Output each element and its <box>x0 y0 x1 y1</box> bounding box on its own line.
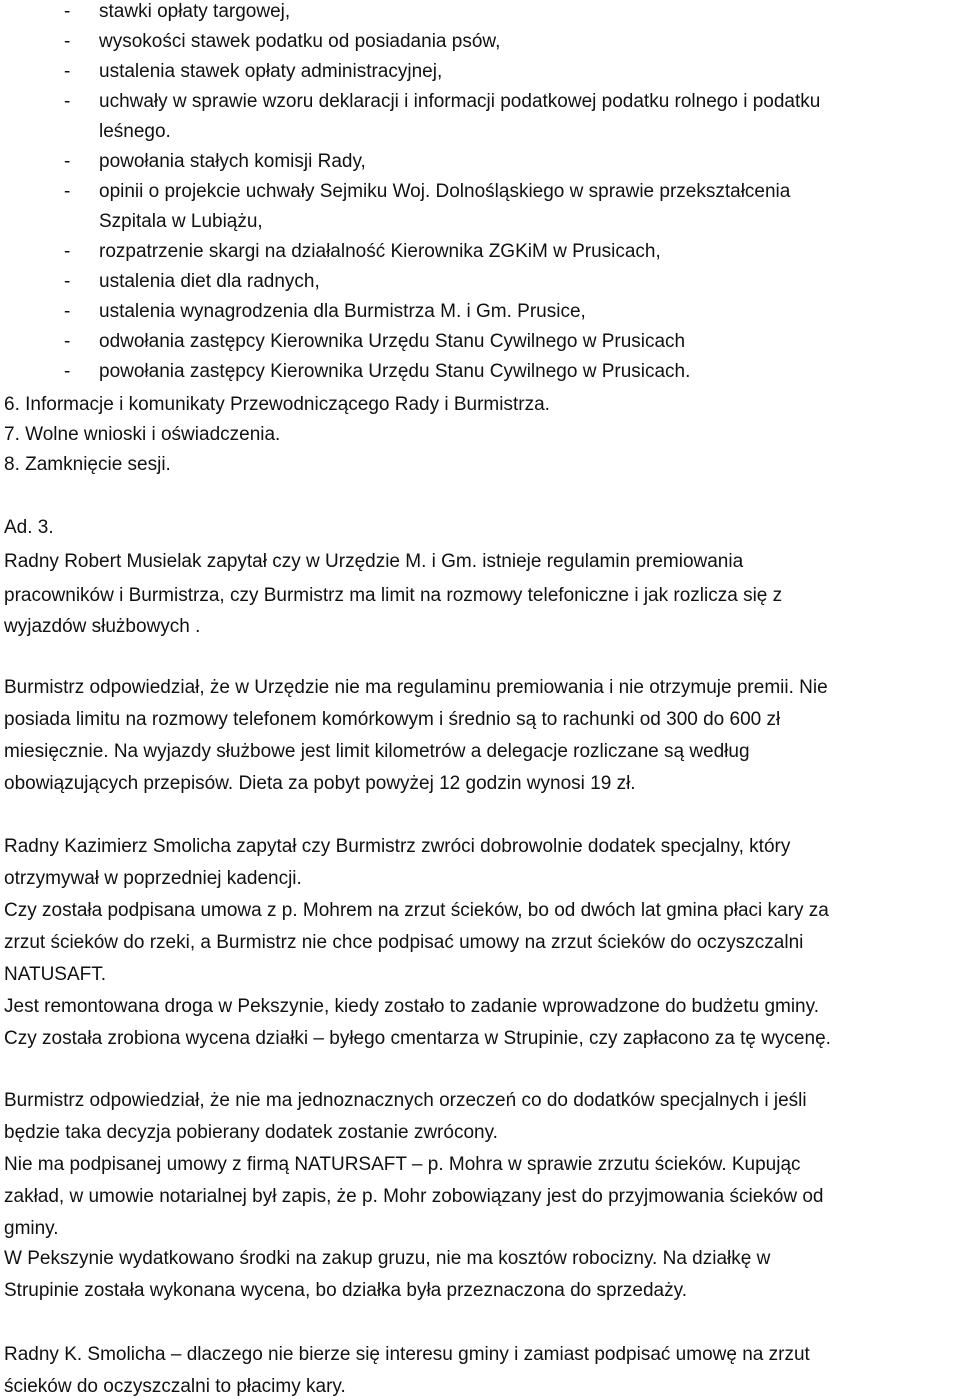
paragraph-line: pracowników i Burmistrza, czy Burmistrz ma limit na rozmowy telefoniczne i jak rozlicza się z <box>4 585 783 606</box>
list-dash: - <box>64 271 71 292</box>
paragraph-line: Burmistrz odpowiedział, że w Urzędzie nie ma regulaminu premiowania i nie otrzymuje premii. Nie <box>4 677 828 698</box>
list-item: rozpatrzenie skargi na działalność Kierownika ZGKiM w Prusicach, <box>99 241 661 262</box>
list-dash: - <box>64 181 71 202</box>
list-item: powołania zastępcy Kierownika Urzędu Stanu Cywilnego w Prusicach. <box>99 361 691 382</box>
paragraph-line: Czy została podpisana umowa z p. Mohrem na zrzut ścieków, bo od dwóch lat gmina płaci kary za <box>4 900 829 921</box>
agenda-item: 6. Informacje i komunikaty Przewodniczącego Rady i Burmistrza. <box>4 394 550 415</box>
agenda-item: 7. Wolne wnioski i oświadczenia. <box>4 424 281 445</box>
agenda-item: 8. Zamknięcie sesji. <box>4 454 171 475</box>
paragraph-line: gminy. <box>4 1218 59 1239</box>
paragraph-line: Jest remontowana droga w Pekszynie, kiedy zostało to zadanie wprowadzone do budżetu gminy. <box>4 996 819 1017</box>
list-dash: - <box>64 331 71 352</box>
list-dash: - <box>64 91 71 112</box>
list-item: odwołania zastępcy Kierownika Urzędu Stanu Cywilnego w Prusicach <box>99 331 686 352</box>
paragraph-line: ścieków do oczyszczalni to płacimy kary. <box>4 1376 346 1397</box>
paragraph-line: Radny Kazimierz Smolicha zapytał czy Burmistrz zwróci dobrowolnie dodatek specjalny, który <box>4 836 791 857</box>
list-dash: - <box>64 31 71 52</box>
paragraph-line: wyjazdów służbowych . <box>4 616 201 637</box>
paragraph-line: Nie ma podpisanej umowy z firmą NATURSAFT – p. Mohra w sprawie zrzutu ścieków. Kupując <box>4 1154 801 1175</box>
list-item: ustalenia wynagrodzenia dla Burmistrza M. i Gm. Prusice, <box>99 301 586 322</box>
paragraph-line: otrzymywał w poprzedniej kadencji. <box>4 868 302 889</box>
paragraph-line: Radny Robert Musielak zapytał czy w Urzędzie M. i Gm. istnieje regulamin premiowania <box>4 551 744 572</box>
list-item: powołania stałych komisji Rady, <box>99 151 366 172</box>
list-item: stawki opłaty targowej, <box>99 1 291 22</box>
list-item-continuation: leśnego. <box>99 121 171 142</box>
paragraph-line: Czy została zrobiona wycena działki – byłego cmentarza w Strupinie, czy zapłacono za tę wycenę. <box>4 1028 831 1049</box>
list-item: ustalenia diet dla radnych, <box>99 271 320 292</box>
list-item-continuation: Szpitala w Lubiążu, <box>99 211 263 232</box>
list-dash: - <box>64 1 71 22</box>
paragraph-line: W Pekszynie wydatkowano środki na zakup gruzu, nie ma kosztów robocizny. Na działkę w <box>4 1248 771 1269</box>
list-item: wysokości stawek podatku od posiadania psów, <box>99 31 501 52</box>
list-item: ustalenia stawek opłaty administracyjnej, <box>99 61 443 82</box>
paragraph-line: zrzut ścieków do rzeki, a Burmistrz nie chce podpisać umowy na zrzut ścieków do oczyszczalni <box>4 932 804 953</box>
paragraph-line: miesięcznie. Na wyjazdy służbowe jest limit kilometrów a delegacje rozliczane są według <box>4 741 750 762</box>
paragraph-line: Burmistrz odpowiedział, że nie ma jednoznacznych orzeczeń co do dodatków specjalnych i jeśli <box>4 1090 807 1111</box>
paragraph-line: posiada limitu na rozmowy telefonem komórkowym i średnio są to rachunki od 300 do 600 zł <box>4 709 781 730</box>
paragraph-line: Radny K. Smolicha – dlaczego nie bierze się interesu gminy i zamiast podpisać umowę na zrzut <box>4 1344 810 1365</box>
list-dash: - <box>64 151 71 172</box>
paragraph-line: Strupinie została wykonana wycena, bo działka była przeznaczona do sprzedaży. <box>4 1280 687 1301</box>
paragraph-line: zakład, w umowie notarialnej był zapis, że p. Mohr zobowiązany jest do przyjmowania ścieków od <box>4 1186 824 1207</box>
paragraph-line: będzie taka decyzja pobierany dodatek zostanie zwrócony. <box>4 1122 498 1143</box>
paragraph-line: NATUSAFT. <box>4 964 107 985</box>
list-dash: - <box>64 361 71 382</box>
paragraph-line: obowiązujących przepisów. Dieta za pobyt powyżej 12 godzin wynosi 19 zł. <box>4 773 636 794</box>
list-dash: - <box>64 301 71 322</box>
list-dash: - <box>64 61 71 82</box>
list-item: uchwały w sprawie wzoru deklaracji i informacji podatkowej podatku rolnego i podatku <box>99 91 821 112</box>
section-heading: Ad. 3. <box>4 517 54 538</box>
list-item: opinii o projekcie uchwały Sejmiku Woj. Dolnośląskiego w sprawie przekształcenia <box>99 181 791 202</box>
list-dash: - <box>64 241 71 262</box>
